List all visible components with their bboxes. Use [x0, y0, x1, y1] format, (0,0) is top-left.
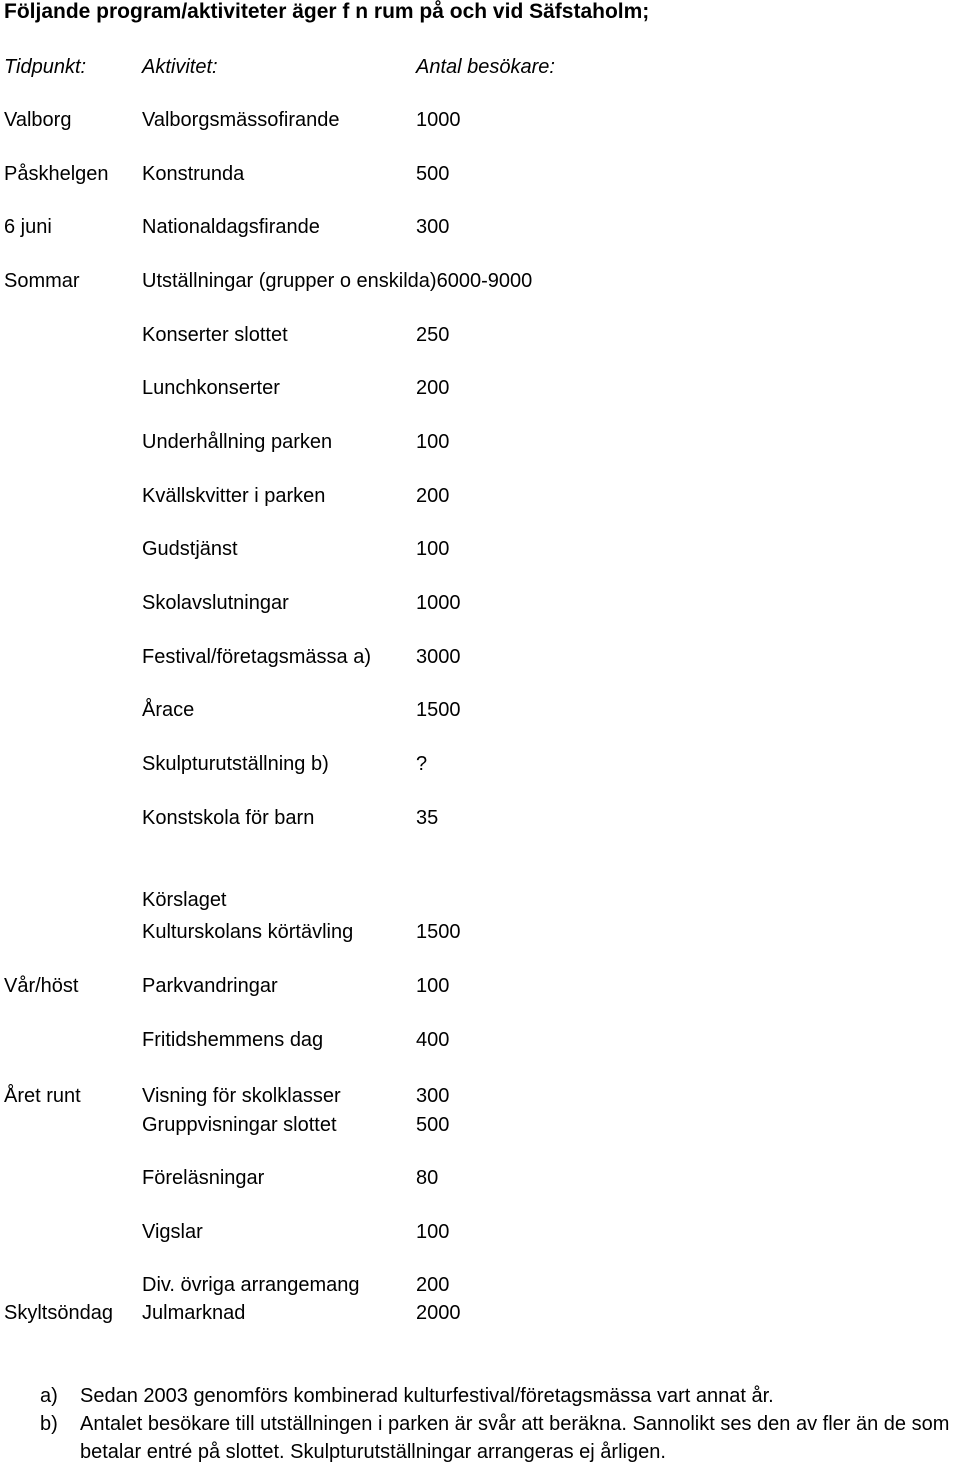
row-visitors: 100 [416, 431, 450, 453]
table-row [0, 1165, 960, 1191]
table-row [0, 1300, 960, 1326]
row-visitors: 1000 [416, 109, 461, 131]
row-visitors: 200 [416, 485, 450, 507]
table-row [0, 483, 960, 509]
row-visitors: 80 [416, 1167, 439, 1189]
row-time: Valborg [4, 109, 72, 131]
table-row [0, 214, 960, 240]
row-time: Året runt [4, 1085, 81, 1107]
row-visitors: 400 [416, 1029, 450, 1051]
footnote-text: Sedan 2003 genomförs kombinerad kulturfestival/företagsmässa vart annat år. [80, 1385, 774, 1407]
row-visitors: 500 [416, 163, 450, 185]
row-activity: Parkvandringar [142, 975, 278, 997]
table-row [0, 161, 960, 187]
table-row [0, 536, 960, 562]
row-visitors: 35 [416, 807, 439, 829]
column-header-time: Tidpunkt: [4, 56, 87, 78]
row-visitors: 250 [416, 324, 450, 346]
row-visitors: 3000 [416, 646, 461, 668]
row-visitors: ? [416, 753, 428, 775]
row-visitors: 100 [416, 1221, 450, 1243]
row-visitors: 300 [416, 216, 450, 238]
row-visitors: 1500 [416, 921, 461, 943]
row-time: Påskhelgen [4, 163, 109, 185]
table-row [0, 268, 960, 294]
table-row [0, 751, 960, 777]
table-row [0, 973, 960, 999]
table-row [0, 1027, 960, 1053]
column-header-row [0, 54, 960, 80]
footnote-text: Antalet besökare till utställningen i parken är svår att beräkna. Sannolikt ses den av fler än de som betalar entré på slottet. Skulpturutställningar arrangeras ej årligen. [80, 1413, 950, 1463]
row-visitors: 200 [416, 377, 450, 399]
row-activity: Vigslar [142, 1221, 203, 1243]
table-row [0, 1112, 960, 1138]
row-activity: Föreläsningar [142, 1167, 265, 1189]
row-time: Skyltsöndag [4, 1302, 113, 1324]
table-row [0, 322, 960, 348]
table-row [0, 919, 960, 945]
row-visitors: 2000 [416, 1302, 461, 1324]
row-visitors: 100 [416, 975, 450, 997]
row-activity: Konserter slottet [142, 324, 288, 346]
row-activity: Julmarknad [142, 1302, 246, 1324]
row-visitors: 1000 [416, 592, 461, 614]
column-header-visitors: Antal besökare: [416, 56, 555, 78]
table-row [0, 107, 960, 133]
footnote-marker: b) [40, 1413, 58, 1435]
table-row [0, 590, 960, 616]
row-time: 6 juni [4, 216, 52, 238]
table-row [0, 1219, 960, 1245]
column-header-activity: Aktivitet: [142, 56, 218, 78]
table-row [0, 805, 960, 831]
row-visitors: 300 [416, 1085, 450, 1107]
row-visitors: 500 [416, 1114, 450, 1136]
table-row [0, 697, 960, 723]
table-row [0, 1272, 960, 1298]
row-activity: Gudstjänst [142, 538, 238, 560]
row-activity: Kulturskolans körtävling [142, 921, 354, 943]
table-row [0, 887, 960, 913]
row-activity: Nationaldagsfirande [142, 216, 320, 238]
row-time: Sommar [4, 270, 80, 292]
row-visitors: 1500 [416, 699, 461, 721]
row-activity: Årace [142, 699, 195, 721]
table-row [0, 375, 960, 401]
page-heading: Följande program/aktiviteter äger f n rum på och vid Säfstaholm; [4, 0, 650, 23]
row-activity: Festival/företagsmässa a) [142, 646, 371, 668]
row-activity: Fritidshemmens dag [142, 1029, 324, 1051]
row-activity: Gruppvisningar slottet [142, 1114, 337, 1136]
table-row [0, 429, 960, 455]
table-row [0, 644, 960, 670]
row-activity: Konstrunda [142, 163, 245, 185]
table-row [0, 1083, 960, 1109]
row-activity: Underhållning parken [142, 431, 333, 453]
row-activity: Körslaget [142, 889, 227, 911]
row-activity: Konstskola för barn [142, 807, 315, 829]
row-activity: Valborgsmässofirande [142, 109, 340, 131]
row-time: Vår/höst [4, 975, 79, 997]
footnote-marker: a) [40, 1385, 58, 1407]
row-activity: Visning för skolklasser [142, 1085, 341, 1107]
row-visitors: 200 [416, 1274, 450, 1296]
row-activity: Div. övriga arrangemang [142, 1274, 360, 1296]
row-activity: Utställningar (grupper o enskilda)6000-9000 [142, 270, 533, 292]
row-activity: Skulpturutställning b) [142, 753, 329, 775]
row-visitors: 100 [416, 538, 450, 560]
row-activity: Kvällskvitter i parken [142, 485, 326, 507]
row-activity: Skolavslutningar [142, 592, 289, 614]
row-activity: Lunchkonserter [142, 377, 280, 399]
